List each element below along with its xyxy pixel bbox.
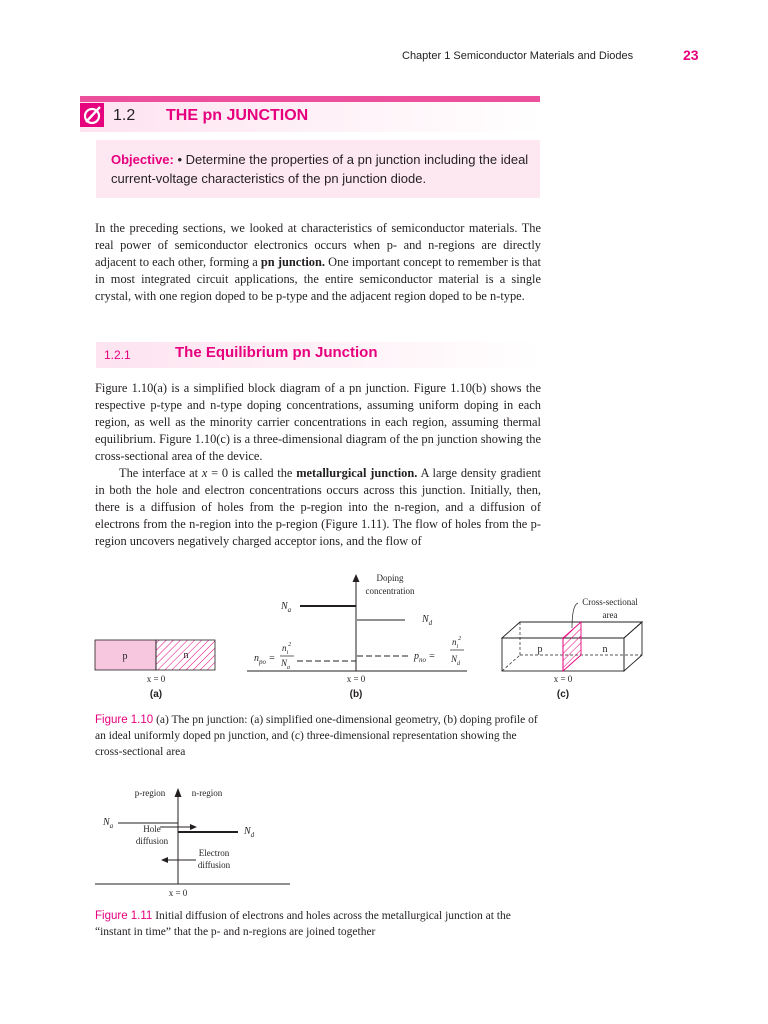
fig11-p-region-label: p-region <box>134 788 166 798</box>
fig10c-x-label: x = 0 <box>553 674 573 684</box>
fig10c-callout-line <box>572 603 578 628</box>
fig10b-Nd-label: $N_d$ <box>422 614 433 627</box>
p2-var-x: x <box>201 466 208 480</box>
subsection-number: 1.2.1 <box>104 348 131 362</box>
section-title: THE pn JUNCTION <box>166 107 309 124</box>
figure-1-11-caption-text: Initial diffusion of electrons and holes across the metallurgical junction at the “instant in time” that the p- and n-regions are joined together <box>95 910 511 938</box>
body-paragraph-2 <box>95 465 541 550</box>
objective-label: Objective: <box>111 152 174 167</box>
fig11-n-region-label: n-region <box>191 788 223 798</box>
fig10b-npo-label <box>254 642 294 671</box>
fig10b-axis-label-1: Doping <box>376 573 404 583</box>
fig10a-sublabel: (a) <box>149 689 163 700</box>
fig10a-n-label: n <box>183 650 189 661</box>
running-head: Chapter 1 Semiconductor Materials and Diodes <box>402 50 634 62</box>
fig10a-p-label: p <box>122 651 128 662</box>
figure-1-10a <box>95 640 215 700</box>
fig10c-p-label: p <box>537 644 543 655</box>
fig11-electron-label-1: Electron <box>198 848 230 858</box>
svg-text:pno =: $p_{no}$ = <box>414 651 436 664</box>
fig10c-right-face <box>624 622 642 671</box>
design-pencil-icon <box>80 103 104 127</box>
figure-1-10c <box>502 597 642 700</box>
svg-text:ni2: $n_i^2$ <box>282 642 292 656</box>
figure-1-11-caption-label: Figure 1.11 <box>95 910 153 922</box>
body-text <box>95 380 541 550</box>
page-number: 23 <box>683 47 699 63</box>
fig10b-x-label: x = 0 <box>346 674 366 684</box>
fig10a-x-label: x = 0 <box>146 674 166 684</box>
fig11-hole-label-2: diffusion <box>135 836 169 846</box>
fig10b-axis-label-2: concentration <box>365 586 415 596</box>
fig10c-cross-section <box>563 622 581 671</box>
p2-text-a: The interface at <box>119 466 202 480</box>
figure-1-11-caption <box>95 908 541 940</box>
figure-1-10b <box>247 573 467 700</box>
fig11-hole-label-1: Hole <box>143 824 161 834</box>
figure-1-10-caption <box>95 712 541 760</box>
subsection-title: The Equilibrium pn Junction <box>175 344 378 361</box>
figure-1-10-caption-text: (a) The pn junction: (a) simplified one-dimensional geometry, (b) doping profile of an ideal uniformly doped pn junction, and (c) three-dimensional representation showing the cross-sectional area <box>95 714 538 758</box>
p2-term-metallurgical-junction: metallurgical junction. <box>296 466 418 480</box>
fig11-axis-arrow <box>175 788 182 797</box>
figure-1-10-caption-label: Figure 1.10 <box>95 714 154 726</box>
p2-eq: = 0 is called the <box>207 466 297 480</box>
svg-text:Nd: $N_d$ <box>451 654 461 667</box>
figure-1-10 <box>0 562 768 707</box>
fig11-Na-label: $N_a$ <box>103 817 114 830</box>
fig10c-cs-label-2: area <box>602 610 618 620</box>
fig10c-n-label: n <box>602 644 608 655</box>
fig10b-Na-label: $N_a$ <box>281 601 292 614</box>
fig10b-pno-label <box>413 636 464 667</box>
section-band <box>80 102 540 132</box>
fig10c-sublabel: (c) <box>556 689 570 700</box>
fig11-x-label: x = 0 <box>168 888 188 898</box>
intro-text-2: One important concept to remember is that in most integrated circuit applications, the entire semiconductor material is a single crystal, with one region doped to be p-type and the adjacent region doped to be n-type. <box>95 255 542 303</box>
fig10b-sublabel: (b) <box>349 689 363 700</box>
section-number: 1.2 <box>113 107 136 124</box>
objective-text: • Determine the properties of a pn junction including the ideal current-voltage characteristics of the pn junction diode. <box>111 152 529 186</box>
svg-text:ni2: $n_i^2$ <box>452 636 462 650</box>
p2-text-b: A large density gradient in both the hole and electron concentrations occurs across this junction. Initially, then, there is a diffusion of holes from the p-region into the n-region, and a diffusion of electrons from the n-region into the p-region (Figure 1.11). The flow of holes from the p-region uncovers negatively charged acceptor ions, and the flow of <box>95 466 541 548</box>
objective <box>111 150 531 188</box>
intro-paragraph <box>95 220 541 305</box>
figure-1-11 <box>0 775 768 905</box>
intro-text-1: In the preceding sections, we looked at characteristics of semiconductor materials. The real power of semiconductor electronics occurs when p- and n-regions are directly adjacent to each other, forming a <box>95 221 541 269</box>
fig10b-axis-arrow <box>353 574 360 582</box>
body-paragraph-1: Figure 1.10(a) is a simplified block diagram of a pn junction. Figure 1.10(b) shows the respective p-type and n-type doping concentrations, assuming uniform doping in each region, as well as the minority carrier concentrations in each region, assuming thermal equilibrium. Figure 1.10(c) is a three-dimensional diagram of the pn junction showing the cross-sectional area of the device. <box>95 381 541 463</box>
fig11-Nd-label: $N_d$ <box>244 826 255 839</box>
intro-term-pn-junction: pn junction. <box>260 255 325 269</box>
svg-text:Na: $N_a$ <box>281 658 291 671</box>
svg-text:npo =: $n_{po}$ = <box>254 653 276 666</box>
fig10c-cs-label-1: Cross-sectional <box>582 597 638 607</box>
fig11-electron-label-2: diffusion <box>197 860 231 870</box>
